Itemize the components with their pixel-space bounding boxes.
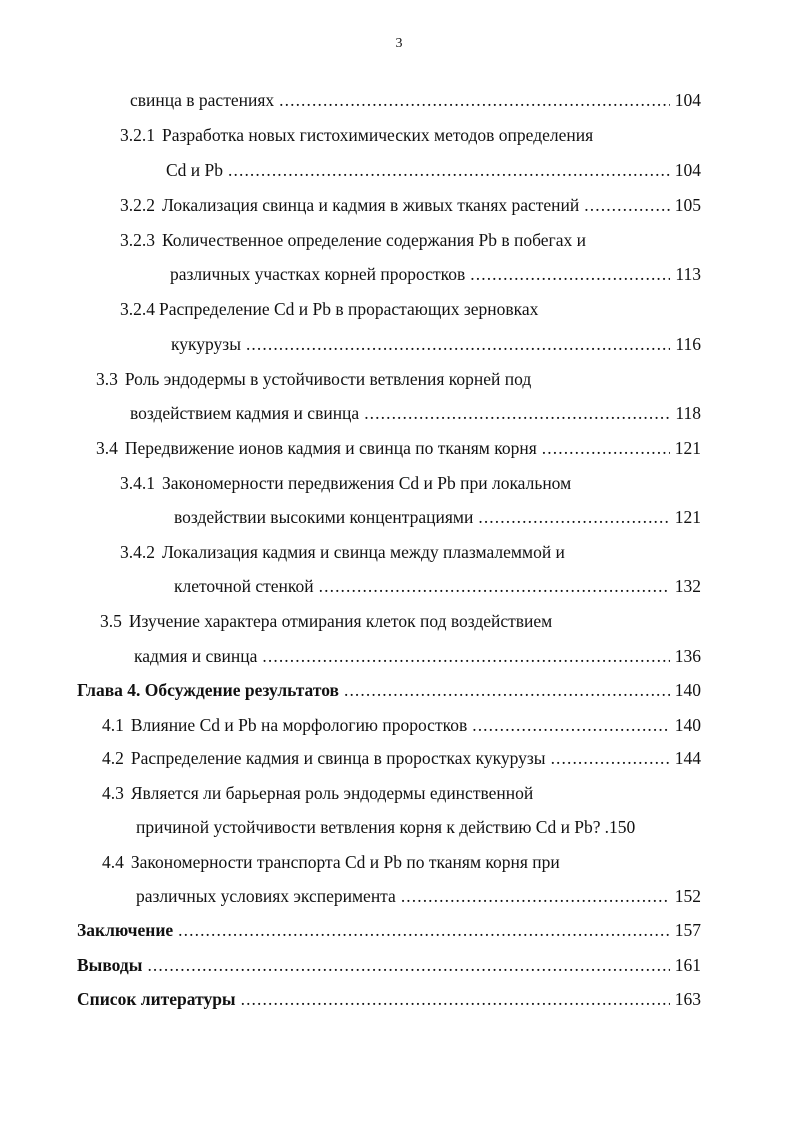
toc-entry: [174, 505, 701, 529]
dot-leader: [344, 678, 670, 702]
toc-entry: [130, 88, 701, 112]
toc-entry-title: кадмия и свинца: [134, 646, 258, 666]
toc-entry-page: 118: [675, 403, 701, 423]
toc-chapter-entry: [77, 987, 701, 1011]
toc-entry: [120, 123, 593, 147]
toc-entry: [120, 228, 586, 252]
toc-entry-title: Глава 4. Обсуждение результатов: [77, 680, 339, 700]
toc-entry-title: кукурузы: [171, 334, 241, 354]
toc-entry: [170, 262, 701, 286]
toc-entry-title: свинца в растениях: [130, 90, 275, 110]
toc-entry: [136, 815, 635, 839]
toc-entry: [100, 609, 552, 633]
toc-entry-number: 3.2.3: [120, 230, 155, 250]
toc-entry-title: клеточной стенкой: [174, 576, 314, 596]
toc-entry-title: воздействием кадмия и свинца: [130, 403, 360, 423]
toc-entry-title: Распределение кадмия и свинца в проростках кукурузы: [130, 748, 546, 768]
toc-entry-title: Роль эндодермы в устойчивости ветвления корней под: [124, 369, 532, 389]
toc-entry-number: 3.2.2: [120, 195, 155, 215]
toc-entry-page: 157: [674, 920, 701, 940]
toc-entry-number: 4.1: [102, 715, 124, 735]
toc-entry-title: Распределение Cd и Pb в прорастающих зерновках: [159, 299, 539, 319]
dot-leader: [470, 262, 670, 286]
toc-entry-page: 144: [674, 748, 701, 768]
toc-entry: [120, 471, 571, 495]
dot-leader: [478, 505, 669, 529]
toc-chapter-entry: [77, 678, 701, 702]
toc-entry-page: 104: [674, 160, 701, 180]
toc-entry-page: 104: [674, 90, 701, 110]
toc-entry-title: Выводы: [77, 955, 143, 975]
toc-entry-number: 3.4: [96, 438, 118, 458]
toc-entry-title: причиной устойчивости ветвления корня к действию Cd и Pb?: [136, 817, 601, 837]
toc-entry-number: 3.2.4: [120, 299, 155, 319]
dot-leader: [542, 436, 670, 460]
dot-leader: [401, 884, 670, 908]
toc-entry-title: Закономерности транспорта Cd и Pb по тканям корня при: [130, 852, 560, 872]
dot-leader: [241, 987, 670, 1011]
toc-entry-number: 3.5: [100, 611, 122, 631]
dot-leader: [551, 746, 670, 770]
toc-entry-title: Закономерности передвижения Cd и Pb при локальном: [162, 473, 572, 493]
toc-entry: [102, 781, 533, 805]
dot-leader: [319, 574, 670, 598]
dot-leader: [472, 713, 670, 737]
toc-entry: [96, 367, 531, 391]
toc-entry-title: различных участках корней проростков: [170, 264, 466, 284]
toc-entry-page: 161: [674, 955, 701, 975]
toc-entry: [136, 884, 701, 908]
toc-entry-page: 132: [674, 576, 701, 596]
toc-entry-number: 4.3: [102, 783, 124, 803]
dot-leader: [364, 401, 670, 425]
toc-entry: [134, 644, 701, 668]
toc-entry-page: 121: [674, 507, 701, 527]
toc-entry-title: Заключение: [77, 920, 174, 940]
toc-entry-title: различных условиях эксперимента: [136, 886, 396, 906]
toc-entry-title: Является ли барьерная роль эндодермы единственной: [130, 783, 534, 803]
toc-entry: [96, 436, 701, 460]
toc-entry-page: 121: [674, 438, 701, 458]
toc-entry-number: 3.2.1: [120, 125, 155, 145]
toc-entry-title: воздействии высокими концентрациями: [174, 507, 474, 527]
toc-entry: [102, 713, 701, 737]
toc-entry-page: 140: [674, 680, 701, 700]
toc-entry-title: Влияние Cd и Pb на морфологию проростков: [130, 715, 468, 735]
toc-entry-title: Список литературы: [77, 989, 236, 1009]
dot-leader: [147, 953, 669, 977]
toc-entry: [120, 193, 701, 217]
toc-entry-page: .150: [604, 817, 636, 837]
toc-entry: [166, 158, 701, 182]
toc-entry: [102, 850, 560, 874]
toc-entry: [171, 332, 701, 356]
toc-entry-number: 4.4: [102, 852, 124, 872]
dot-leader: [279, 88, 670, 112]
dot-leader: [262, 644, 669, 668]
toc-entry-title: Количественное определение содержания Pb в побегах и: [162, 230, 586, 250]
toc-entry: [102, 746, 701, 770]
toc-entry-title: Разработка новых гистохимических методов определения: [162, 125, 594, 145]
dot-leader: [178, 918, 670, 942]
toc-entry-title: Локализация свинца и кадмия в живых тканях растений: [162, 195, 580, 215]
page-number: 3: [395, 36, 403, 51]
toc-entry-number: 3.4.1: [120, 473, 155, 493]
toc-chapter-entry: [77, 953, 701, 977]
toc-entry-title: Локализация кадмия и свинца между плазмалеммой и: [162, 542, 565, 562]
toc-entry-number: 4.2: [102, 748, 124, 768]
dot-leader: [584, 193, 669, 217]
toc-entry-page: 152: [674, 886, 701, 906]
toc-entry-page: 116: [675, 334, 701, 354]
toc-entry-page: 140: [674, 715, 701, 735]
toc-entry: [120, 540, 565, 564]
dot-leader: [228, 158, 670, 182]
toc-chapter-entry: [77, 918, 701, 942]
toc-entry-number: 3.3: [96, 369, 118, 389]
toc-entry: [130, 401, 701, 425]
toc-entry-page: 105: [674, 195, 701, 215]
toc-entry-page: 136: [674, 646, 701, 666]
toc-entry-title: Изучение характера отмирания клеток под воздействием: [128, 611, 553, 631]
toc-entry-page: 113: [675, 264, 701, 284]
toc-entry-number: 3.4.2: [120, 542, 155, 562]
toc-entry-page: 163: [674, 989, 701, 1009]
dot-leader: [246, 332, 670, 356]
toc-entry-title: Передвижение ионов кадмия и свинца по тканям корня: [124, 438, 537, 458]
toc-entry: [120, 297, 538, 321]
toc-entry-title: Cd и Pb: [166, 160, 224, 180]
toc-entry: [174, 574, 701, 598]
